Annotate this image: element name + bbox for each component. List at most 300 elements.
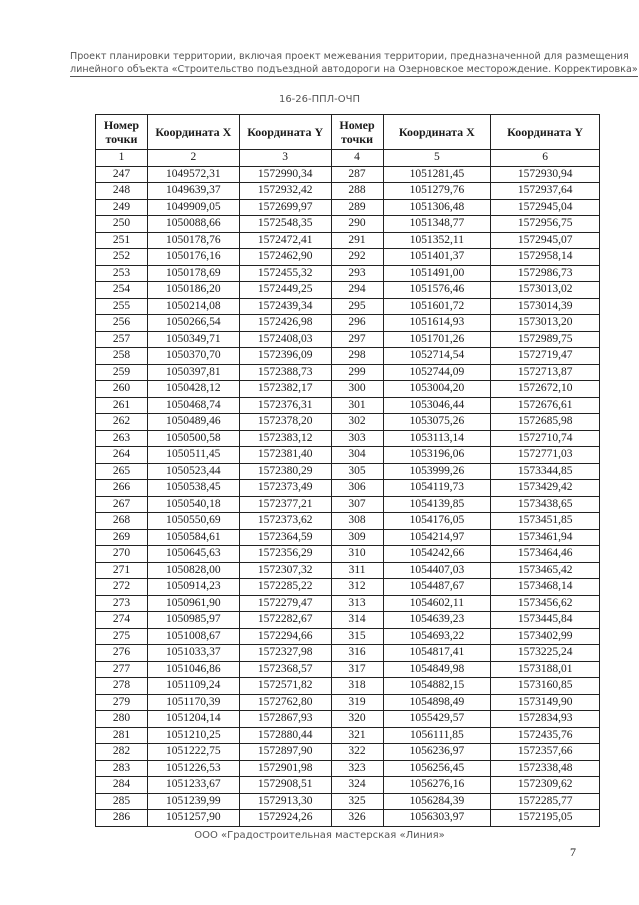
point-number-cell: 314 xyxy=(331,612,383,629)
coord-y-cell: 1573465,42 xyxy=(491,562,600,579)
coord-x-cell: 1051348,77 xyxy=(383,216,491,233)
table-row xyxy=(96,612,600,629)
table-row xyxy=(96,496,600,513)
coord-x-cell: 1056256,45 xyxy=(383,760,491,777)
coord-y-cell: 1572932,42 xyxy=(239,183,331,200)
coord-x-cell: 1050550,69 xyxy=(147,513,239,530)
coord-x-cell: 1050489,46 xyxy=(147,414,239,431)
coord-y-cell: 1572426,98 xyxy=(239,315,331,332)
point-number-cell: 283 xyxy=(96,760,148,777)
coord-y-cell: 1572307,32 xyxy=(239,562,331,579)
point-number-cell: 302 xyxy=(331,414,383,431)
point-number-cell: 292 xyxy=(331,249,383,266)
coord-y-cell: 1573013,02 xyxy=(491,282,600,299)
coord-y-cell: 1572449,25 xyxy=(239,282,331,299)
coord-x-cell: 1053004,20 xyxy=(383,381,491,398)
coord-y-cell: 1573445,84 xyxy=(491,612,600,629)
coord-y-cell: 1572408,03 xyxy=(239,331,331,348)
coord-x-cell: 1054898,49 xyxy=(383,694,491,711)
coord-y-cell: 1572672,10 xyxy=(491,381,600,398)
point-number-cell: 282 xyxy=(96,744,148,761)
point-number-cell: 309 xyxy=(331,529,383,546)
coord-y-cell: 1572373,62 xyxy=(239,513,331,530)
coord-x-cell: 1050914,23 xyxy=(147,579,239,596)
coord-x-cell: 1052714,54 xyxy=(383,348,491,365)
coord-y-cell: 1572771,03 xyxy=(491,447,600,464)
coord-y-cell: 1572455,32 xyxy=(239,265,331,282)
coord-y-cell: 1573013,20 xyxy=(491,315,600,332)
table-row xyxy=(96,661,600,678)
point-number-cell: 285 xyxy=(96,793,148,810)
coord-x-cell: 1051576,46 xyxy=(383,282,491,299)
table-row xyxy=(96,678,600,695)
point-number-cell: 279 xyxy=(96,694,148,711)
coord-x-cell: 1056236,97 xyxy=(383,744,491,761)
table-row xyxy=(96,381,600,398)
coord-y-cell: 1572699,97 xyxy=(239,199,331,216)
coord-y-cell: 1573429,42 xyxy=(491,480,600,497)
table-body xyxy=(96,166,600,826)
point-number-cell: 247 xyxy=(96,166,148,183)
coord-x-cell: 1051046,86 xyxy=(147,661,239,678)
point-number-cell: 258 xyxy=(96,348,148,365)
table-row xyxy=(96,595,600,612)
point-number-cell: 290 xyxy=(331,216,383,233)
table-row xyxy=(96,628,600,645)
coord-y-cell: 1573344,85 xyxy=(491,463,600,480)
coord-x-cell: 1050428,12 xyxy=(147,381,239,398)
point-number-cell: 253 xyxy=(96,265,148,282)
coord-x-cell: 1051226,53 xyxy=(147,760,239,777)
coord-y-cell: 1572548,35 xyxy=(239,216,331,233)
point-number-cell: 294 xyxy=(331,282,383,299)
coord-x-cell: 1051109,24 xyxy=(147,678,239,695)
coord-y-cell: 1572719,47 xyxy=(491,348,600,365)
coord-x-cell: 1051008,67 xyxy=(147,628,239,645)
coord-x-cell: 1053999,26 xyxy=(383,463,491,480)
header-line-1: Проект планировки территории, включая проект межевания территории, предназначенной для размещения xyxy=(70,51,629,62)
table-row xyxy=(96,331,600,348)
point-number-cell: 286 xyxy=(96,810,148,827)
coord-y-cell: 1573149,90 xyxy=(491,694,600,711)
point-number-cell: 317 xyxy=(331,661,383,678)
coord-x-cell: 1050645,63 xyxy=(147,546,239,563)
point-number-cell: 326 xyxy=(331,810,383,827)
coord-x-cell: 1054119,73 xyxy=(383,480,491,497)
table-row xyxy=(96,364,600,381)
table-row xyxy=(96,315,600,332)
point-number-cell: 305 xyxy=(331,463,383,480)
table-row xyxy=(96,513,600,530)
coord-y-cell: 1572930,94 xyxy=(491,166,600,183)
coord-y-cell: 1572368,57 xyxy=(239,661,331,678)
coord-x-cell: 1056276,16 xyxy=(383,777,491,794)
table-row xyxy=(96,199,600,216)
point-number-cell: 293 xyxy=(331,265,383,282)
point-number-cell: 280 xyxy=(96,711,148,728)
point-number-cell: 319 xyxy=(331,694,383,711)
coord-x-cell: 1051170,39 xyxy=(147,694,239,711)
coord-x-cell: 1054882,15 xyxy=(383,678,491,695)
coord-x-cell: 1050176,16 xyxy=(147,249,239,266)
column-number-row xyxy=(96,150,600,167)
coord-y-cell: 1572309,62 xyxy=(491,777,600,794)
table-row xyxy=(96,397,600,414)
coord-x-cell: 1050468,74 xyxy=(147,397,239,414)
coord-y-cell: 1572958,14 xyxy=(491,249,600,266)
coord-x-cell: 1053075,26 xyxy=(383,414,491,431)
coord-y-cell: 1572986,73 xyxy=(491,265,600,282)
coord-y-cell: 1572945,04 xyxy=(491,199,600,216)
table-row xyxy=(96,546,600,563)
coord-y-cell: 1572338,48 xyxy=(491,760,600,777)
coord-y-cell: 1572571,82 xyxy=(239,678,331,695)
table-row xyxy=(96,430,600,447)
table-row xyxy=(96,414,600,431)
coord-y-cell: 1572282,67 xyxy=(239,612,331,629)
coord-x-cell: 1050397,81 xyxy=(147,364,239,381)
coord-y-cell: 1573456,62 xyxy=(491,595,600,612)
col-header-point-number-2: Номер точки xyxy=(331,115,383,150)
coord-y-cell: 1573438,65 xyxy=(491,496,600,513)
coord-y-cell: 1572294,66 xyxy=(239,628,331,645)
coord-x-cell: 1051401,37 xyxy=(383,249,491,266)
point-number-cell: 277 xyxy=(96,661,148,678)
coord-x-cell: 1054693,22 xyxy=(383,628,491,645)
table-row xyxy=(96,727,600,744)
coord-y-cell: 1572195,05 xyxy=(491,810,600,827)
coord-x-cell: 1051614,93 xyxy=(383,315,491,332)
table-row xyxy=(96,249,600,266)
coord-y-cell: 1572373,49 xyxy=(239,480,331,497)
point-number-cell: 313 xyxy=(331,595,383,612)
table-row xyxy=(96,579,600,596)
coord-x-cell: 1050584,61 xyxy=(147,529,239,546)
column-number: 6 xyxy=(491,150,600,167)
point-number-cell: 315 xyxy=(331,628,383,645)
point-number-cell: 257 xyxy=(96,331,148,348)
coord-x-cell: 1053113,14 xyxy=(383,430,491,447)
point-number-cell: 276 xyxy=(96,645,148,662)
point-number-cell: 263 xyxy=(96,430,148,447)
coord-y-cell: 1572710,74 xyxy=(491,430,600,447)
table-row xyxy=(96,216,600,233)
table-row xyxy=(96,282,600,299)
coord-y-cell: 1572381,40 xyxy=(239,447,331,464)
coord-x-cell: 1051491,00 xyxy=(383,265,491,282)
coord-y-cell: 1572880,44 xyxy=(239,727,331,744)
coord-x-cell: 1050178,76 xyxy=(147,232,239,249)
table-row xyxy=(96,447,600,464)
coord-y-cell: 1573188,01 xyxy=(491,661,600,678)
coord-x-cell: 1056284,39 xyxy=(383,793,491,810)
coord-x-cell: 1054242,66 xyxy=(383,546,491,563)
point-number-cell: 323 xyxy=(331,760,383,777)
coord-y-cell: 1572396,09 xyxy=(239,348,331,365)
coord-x-cell: 1050178,69 xyxy=(147,265,239,282)
coord-x-cell: 1054849,98 xyxy=(383,661,491,678)
point-number-cell: 312 xyxy=(331,579,383,596)
point-number-cell: 259 xyxy=(96,364,148,381)
point-number-cell: 299 xyxy=(331,364,383,381)
coord-x-cell: 1050828,00 xyxy=(147,562,239,579)
coord-y-cell: 1572901,98 xyxy=(239,760,331,777)
coord-y-cell: 1572376,31 xyxy=(239,397,331,414)
col-header-point-number: Номер точки xyxy=(96,115,148,150)
point-number-cell: 275 xyxy=(96,628,148,645)
table-row xyxy=(96,810,600,827)
table-row xyxy=(96,463,600,480)
coord-x-cell: 1054214,97 xyxy=(383,529,491,546)
coord-y-cell: 1573468,14 xyxy=(491,579,600,596)
point-number-cell: 318 xyxy=(331,678,383,695)
coord-y-cell: 1572676,61 xyxy=(491,397,600,414)
coord-x-cell: 1050266,54 xyxy=(147,315,239,332)
point-number-cell: 264 xyxy=(96,447,148,464)
organization-footer: ООО «Градостроительная мастерская «Линия» xyxy=(194,830,445,841)
table-row xyxy=(96,480,600,497)
point-number-cell: 308 xyxy=(331,513,383,530)
coord-y-cell: 1572364,59 xyxy=(239,529,331,546)
coord-y-cell: 1572285,77 xyxy=(491,793,600,810)
coord-x-cell: 1050523,44 xyxy=(147,463,239,480)
point-number-cell: 284 xyxy=(96,777,148,794)
coord-x-cell: 1050511,45 xyxy=(147,447,239,464)
coord-y-cell: 1573451,85 xyxy=(491,513,600,530)
point-number-cell: 300 xyxy=(331,381,383,398)
document-header xyxy=(70,50,638,77)
table-row xyxy=(96,744,600,761)
coord-y-cell: 1572897,90 xyxy=(239,744,331,761)
point-number-cell: 250 xyxy=(96,216,148,233)
point-number-cell: 262 xyxy=(96,414,148,431)
coord-y-cell: 1572439,34 xyxy=(239,298,331,315)
coord-x-cell: 1051601,72 xyxy=(383,298,491,315)
coord-x-cell: 1049909,05 xyxy=(147,199,239,216)
coord-y-cell: 1572908,51 xyxy=(239,777,331,794)
coord-y-cell: 1572762,80 xyxy=(239,694,331,711)
coord-y-cell: 1572356,29 xyxy=(239,546,331,563)
coord-x-cell: 1053046,44 xyxy=(383,397,491,414)
point-number-cell: 256 xyxy=(96,315,148,332)
point-number-cell: 310 xyxy=(331,546,383,563)
coord-y-cell: 1572378,20 xyxy=(239,414,331,431)
coord-y-cell: 1572388,73 xyxy=(239,364,331,381)
coord-x-cell: 1051239,99 xyxy=(147,793,239,810)
point-number-cell: 311 xyxy=(331,562,383,579)
column-number: 1 xyxy=(96,150,148,167)
coord-x-cell: 1050088,66 xyxy=(147,216,239,233)
coord-x-cell: 1055429,57 xyxy=(383,711,491,728)
coord-y-cell: 1572924,26 xyxy=(239,810,331,827)
col-header-coord-y-2: Координата Y xyxy=(491,115,600,150)
coord-y-cell: 1573225,24 xyxy=(491,645,600,662)
coord-x-cell: 1050540,18 xyxy=(147,496,239,513)
coord-y-cell: 1572945,07 xyxy=(491,232,600,249)
point-number-cell: 255 xyxy=(96,298,148,315)
table-row xyxy=(96,760,600,777)
point-number-cell: 261 xyxy=(96,397,148,414)
coord-x-cell: 1054817,41 xyxy=(383,645,491,662)
coord-x-cell: 1053196,06 xyxy=(383,447,491,464)
page-number: 7 xyxy=(570,845,576,859)
table-row xyxy=(96,645,600,662)
coord-y-cell: 1572913,30 xyxy=(239,793,331,810)
coord-y-cell: 1572834,93 xyxy=(491,711,600,728)
coord-y-cell: 1572435,76 xyxy=(491,727,600,744)
table-row xyxy=(96,711,600,728)
table-row xyxy=(96,298,600,315)
col-header-coord-x-2: Координата X xyxy=(383,115,491,150)
coord-x-cell: 1050961,90 xyxy=(147,595,239,612)
coord-y-cell: 1572327,98 xyxy=(239,645,331,662)
coord-x-cell: 1050186,20 xyxy=(147,282,239,299)
coord-x-cell: 1049572,31 xyxy=(147,166,239,183)
table-row xyxy=(96,777,600,794)
point-number-cell: 321 xyxy=(331,727,383,744)
point-number-cell: 295 xyxy=(331,298,383,315)
coord-x-cell: 1051257,90 xyxy=(147,810,239,827)
coord-y-cell: 1572685,98 xyxy=(491,414,600,431)
coord-x-cell: 1051222,75 xyxy=(147,744,239,761)
point-number-cell: 287 xyxy=(331,166,383,183)
point-number-cell: 304 xyxy=(331,447,383,464)
point-number-cell: 297 xyxy=(331,331,383,348)
coord-x-cell: 1054139,85 xyxy=(383,496,491,513)
point-number-cell: 296 xyxy=(331,315,383,332)
coord-x-cell: 1054602,11 xyxy=(383,595,491,612)
point-number-cell: 251 xyxy=(96,232,148,249)
point-number-cell: 298 xyxy=(331,348,383,365)
column-number: 3 xyxy=(239,150,331,167)
coord-x-cell: 1051306,48 xyxy=(383,199,491,216)
header-line-2: линейного объекта «Строительство подъездной автодороги на Озерновское месторождение. Корректировка» xyxy=(70,64,638,75)
point-number-cell: 274 xyxy=(96,612,148,629)
coord-x-cell: 1054487,67 xyxy=(383,579,491,596)
point-number-cell: 249 xyxy=(96,199,148,216)
point-number-cell: 289 xyxy=(331,199,383,216)
coord-y-cell: 1572462,90 xyxy=(239,249,331,266)
coord-x-cell: 1051279,76 xyxy=(383,183,491,200)
point-number-cell: 316 xyxy=(331,645,383,662)
point-number-cell: 288 xyxy=(331,183,383,200)
point-number-cell: 268 xyxy=(96,513,148,530)
point-number-cell: 281 xyxy=(96,727,148,744)
coord-x-cell: 1051204,14 xyxy=(147,711,239,728)
table-row xyxy=(96,166,600,183)
col-header-coord-y: Координата Y xyxy=(239,115,331,150)
point-number-cell: 273 xyxy=(96,595,148,612)
column-number: 4 xyxy=(331,150,383,167)
coord-x-cell: 1052744,09 xyxy=(383,364,491,381)
coord-y-cell: 1572956,75 xyxy=(491,216,600,233)
coord-y-cell: 1572990,34 xyxy=(239,166,331,183)
coord-x-cell: 1051210,25 xyxy=(147,727,239,744)
point-number-cell: 320 xyxy=(331,711,383,728)
coord-x-cell: 1051701,26 xyxy=(383,331,491,348)
coord-y-cell: 1572383,12 xyxy=(239,430,331,447)
col-header-coord-x: Координата X xyxy=(147,115,239,150)
coord-y-cell: 1573464,46 xyxy=(491,546,600,563)
coord-y-cell: 1572380,29 xyxy=(239,463,331,480)
point-number-cell: 307 xyxy=(331,496,383,513)
column-number: 2 xyxy=(147,150,239,167)
point-number-cell: 271 xyxy=(96,562,148,579)
point-number-cell: 324 xyxy=(331,777,383,794)
coord-x-cell: 1054176,05 xyxy=(383,513,491,530)
coord-x-cell: 1050349,71 xyxy=(147,331,239,348)
point-number-cell: 260 xyxy=(96,381,148,398)
coord-x-cell: 1050538,45 xyxy=(147,480,239,497)
coord-y-cell: 1572285,22 xyxy=(239,579,331,596)
table-row xyxy=(96,348,600,365)
coord-y-cell: 1572713,87 xyxy=(491,364,600,381)
coord-y-cell: 1572382,17 xyxy=(239,381,331,398)
coord-x-cell: 1049639,37 xyxy=(147,183,239,200)
coord-y-cell: 1573014,39 xyxy=(491,298,600,315)
coord-x-cell: 1054407,03 xyxy=(383,562,491,579)
point-number-cell: 272 xyxy=(96,579,148,596)
point-number-cell: 325 xyxy=(331,793,383,810)
point-number-cell: 301 xyxy=(331,397,383,414)
point-number-cell: 266 xyxy=(96,480,148,497)
coord-x-cell: 1056303,97 xyxy=(383,810,491,827)
coord-y-cell: 1573402,99 xyxy=(491,628,600,645)
coord-x-cell: 1051352,11 xyxy=(383,232,491,249)
point-number-cell: 267 xyxy=(96,496,148,513)
coord-y-cell: 1572357,66 xyxy=(491,744,600,761)
table-row xyxy=(96,232,600,249)
point-number-cell: 322 xyxy=(331,744,383,761)
point-number-cell: 252 xyxy=(96,249,148,266)
coord-y-cell: 1572867,93 xyxy=(239,711,331,728)
coord-x-cell: 1050985,97 xyxy=(147,612,239,629)
coord-y-cell: 1572989,75 xyxy=(491,331,600,348)
table-row xyxy=(96,183,600,200)
coord-x-cell: 1051281,45 xyxy=(383,166,491,183)
coord-x-cell: 1050214,08 xyxy=(147,298,239,315)
coord-x-cell: 1054639,23 xyxy=(383,612,491,629)
point-number-cell: 306 xyxy=(331,480,383,497)
coord-y-cell: 1573160,85 xyxy=(491,678,600,695)
point-number-cell: 248 xyxy=(96,183,148,200)
point-number-cell: 291 xyxy=(331,232,383,249)
table-row xyxy=(96,529,600,546)
column-number: 5 xyxy=(383,150,491,167)
coord-x-cell: 1050370,70 xyxy=(147,348,239,365)
point-number-cell: 278 xyxy=(96,678,148,695)
coord-y-cell: 1572279,47 xyxy=(239,595,331,612)
table-row xyxy=(96,265,600,282)
coordinates-table xyxy=(95,114,600,827)
table-row xyxy=(96,793,600,810)
point-number-cell: 265 xyxy=(96,463,148,480)
point-number-cell: 303 xyxy=(331,430,383,447)
coord-x-cell: 1051033,37 xyxy=(147,645,239,662)
coord-y-cell: 1572472,41 xyxy=(239,232,331,249)
point-number-cell: 254 xyxy=(96,282,148,299)
point-number-cell: 270 xyxy=(96,546,148,563)
point-number-cell: 269 xyxy=(96,529,148,546)
coord-x-cell: 1050500,58 xyxy=(147,430,239,447)
coord-x-cell: 1056111,85 xyxy=(383,727,491,744)
document-code: 16-26-ППЛ-ОЧП xyxy=(278,94,361,105)
coord-y-cell: 1572937,64 xyxy=(491,183,600,200)
table-row xyxy=(96,562,600,579)
coord-y-cell: 1572377,21 xyxy=(239,496,331,513)
coord-x-cell: 1051233,67 xyxy=(147,777,239,794)
table-header-row xyxy=(96,115,600,150)
